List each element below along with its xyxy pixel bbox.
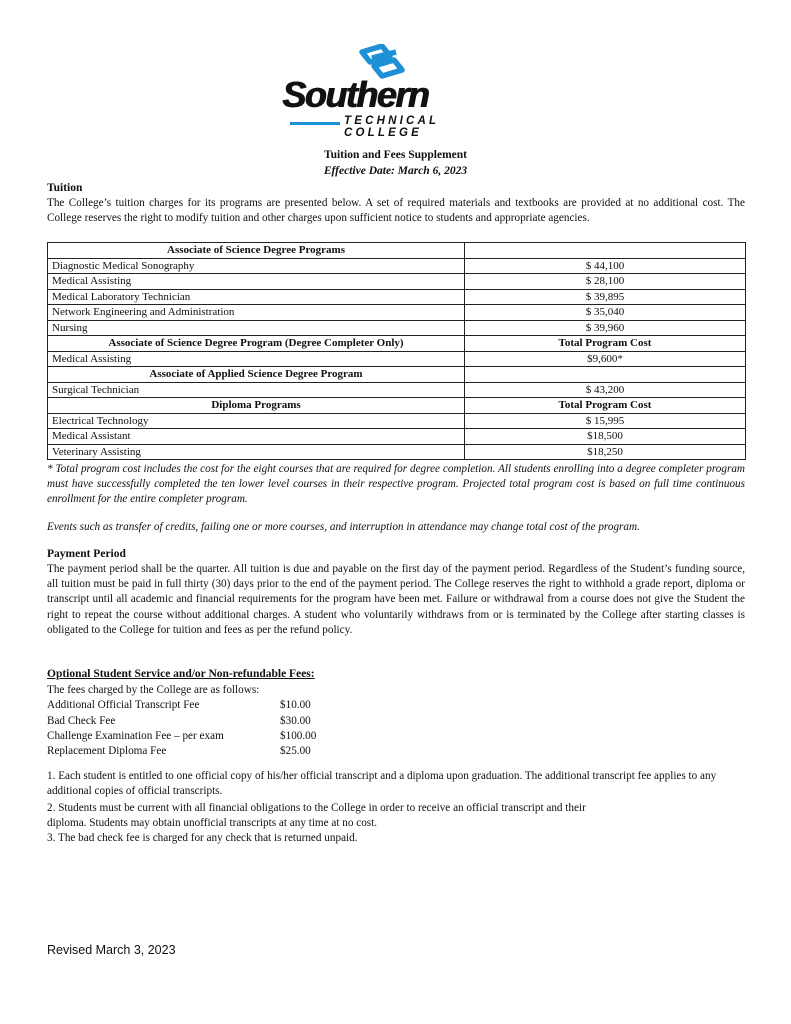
footnote-2-line1: 2. Students must be current with all financial obligations to the College in order to receive an official transcript and their (47, 802, 586, 814)
list-item (47, 744, 340, 759)
fee-value: $30.00 (280, 714, 311, 727)
table-section-header (48, 243, 746, 259)
program-cost: $9,600* (465, 351, 746, 367)
fee-name: Replacement Diploma Fee (47, 745, 167, 758)
table-row (48, 289, 746, 305)
section-title: Associate of Science Degree Programs (48, 243, 465, 259)
program-name: Medical Assisting (48, 351, 465, 367)
table-row (48, 444, 746, 460)
table-row (48, 413, 746, 429)
table-row (48, 351, 746, 367)
page-title: Tuition and Fees Supplement (323, 149, 468, 161)
program-cost: $ 39,895 (465, 289, 746, 305)
program-cost: $ 15,995 (465, 413, 746, 429)
program-cost: $ 35,040 (465, 305, 746, 321)
program-cost: $ 44,100 (465, 258, 746, 274)
fee-value: $10.00 (280, 699, 311, 712)
fee-name: Additional Official Transcript Fee (47, 699, 200, 712)
asterisk-note: * Total program cost includes the cost for the eight courses that are required for degree completion. All students enrolling into a degree completer program must have successfully completed the ten lower level courses in their respective program. Projected total program cost is based on full time continuous enrollment for the entire completer program. (47, 463, 745, 506)
program-name: Medical Assisting (48, 274, 465, 290)
college-logo (282, 44, 517, 139)
table-row (48, 274, 746, 290)
section-value-header: Total Program Cost (465, 336, 746, 352)
payment-body: The payment period shall be the quarter. All tuition is due and payable on the first day of the payment period. Regardless of the Student’s funding source, all tuition must be paid in full thirty (30) days prior to the end of the payment period. The College reserves the right to withhold a grade report, diploma or transcript until all academic and financial requirements for the program have been met. Failure or withdrawal from a course does not give the Student the right to repeat the course without additional charges. A student who voluntarily withdraws from or is terminated by the College after starting classes is obligated to the College for tuition and fees as per the refund policy. (47, 563, 745, 636)
program-cost: $18,500 (465, 429, 746, 445)
table-row (48, 429, 746, 445)
program-cost: $ 43,200 (465, 382, 746, 398)
fee-name: Challenge Examination Fee – per exam (47, 729, 224, 742)
logo-subtitle: TECHNICAL COLLEGE (344, 115, 440, 139)
events-note: Events such as transfer of credits, failing one or more courses, and interruption in attendance may change total cost of the program. (47, 521, 640, 533)
logo-wordmark: Southern (282, 74, 428, 115)
section-value-header: Total Program Cost (465, 398, 746, 414)
program-cost: $ 39,960 (465, 320, 746, 336)
tuition-heading: Tuition (47, 182, 83, 194)
section-title: Associate of Science Degree Program (Degree Completer Only) (48, 336, 465, 352)
fees-lead: The fees charged by the College are as follows: (47, 684, 260, 696)
section-value-header (465, 243, 746, 259)
section-title: Associate of Applied Science Degree Program (48, 367, 465, 383)
program-name: Nursing (48, 320, 465, 336)
table-row (48, 258, 746, 274)
payment-heading: Payment Period (47, 548, 126, 560)
effective-date: Effective Date: March 6, 2023 (323, 165, 468, 177)
fee-name: Bad Check Fee (47, 714, 116, 727)
fee-list (47, 683, 340, 759)
program-name: Medical Laboratory Technician (48, 289, 465, 305)
list-item (47, 714, 340, 729)
list-item (47, 698, 340, 713)
footnote-1: 1. Each student is entitled to one official copy of his/her official transcript and a diploma upon graduation. The additional transcript fee applies to any additional copies of official transcripts. (47, 770, 717, 798)
footnote-2-line2: diploma. Students may obtain unofficial transcripts at any time at no cost. (47, 817, 378, 829)
list-item (47, 729, 340, 744)
program-name: Diagnostic Medical Sonography (48, 258, 465, 274)
fee-value: $100.00 (280, 729, 317, 742)
table-row (48, 382, 746, 398)
table-section-header (48, 367, 746, 383)
optional-fees-heading: Optional Student Service and/or Non-refundable Fees: (47, 668, 315, 680)
program-cost: $ 28,100 (465, 274, 746, 290)
table-section-header (48, 398, 746, 414)
program-name: Surgical Technician (48, 382, 465, 398)
table-row (48, 305, 746, 321)
logo-accent-bar (290, 122, 340, 125)
program-name: Medical Assistant (48, 429, 465, 445)
table-section-header (48, 336, 746, 352)
table-row (48, 320, 746, 336)
tuition-table (47, 242, 746, 460)
program-name: Electrical Technology (48, 413, 465, 429)
program-cost: $18,250 (465, 444, 746, 460)
fee-value: $25.00 (280, 745, 311, 758)
section-title: Diploma Programs (48, 398, 465, 414)
section-value-header (465, 367, 746, 383)
program-name: Network Engineering and Administration (48, 305, 465, 321)
footnote-3: 3. The bad check fee is charged for any check that is returned unpaid. (47, 832, 358, 844)
program-name: Veterinary Assisting (48, 444, 465, 460)
revised-date: Revised March 3, 2023 (47, 943, 176, 957)
tuition-intro: The College’s tuition charges for its programs are presented below. A set of required materials and textbooks are provided at no additional cost. The College reserves the right to modify tuition and other charges upon sufficient notice to students and appropriate agencies. (47, 197, 745, 225)
